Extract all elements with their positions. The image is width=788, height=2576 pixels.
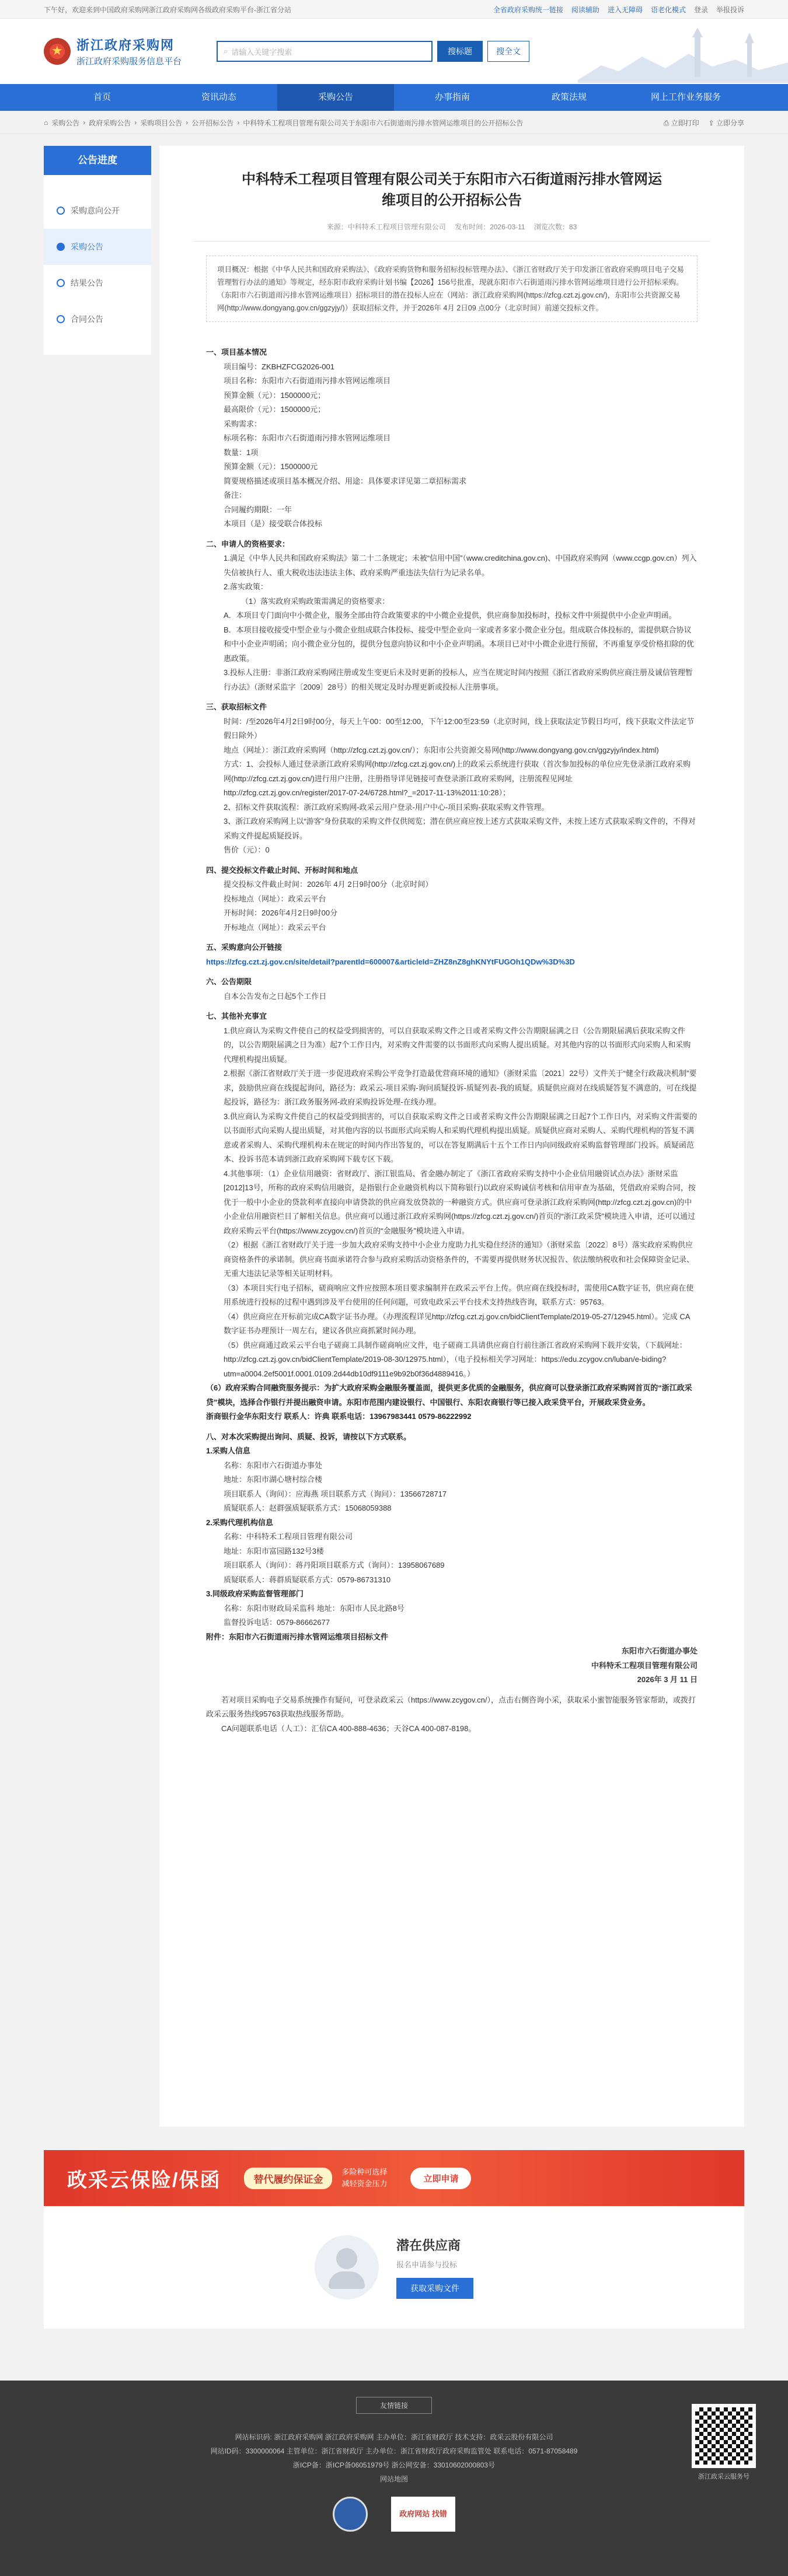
body-paragraph: 提交投标文件截止时间：2026年 4月 2日9时00分（北京时间） xyxy=(224,880,433,889)
body-paragraph: 一、项目基本情况 xyxy=(206,348,267,356)
breadcrumb-item[interactable]: 采购项目公告 xyxy=(140,118,183,127)
sitemap-link[interactable]: 网站地图 xyxy=(379,2475,408,2483)
link-unified[interactable]: 全省政府采购统一链接 xyxy=(493,5,563,14)
skyline-decoration xyxy=(578,25,788,83)
body-paragraph[interactable]: https://zfcg.czt.zj.gov.cn/site/detail?parentId=600007&articleId=ZHZ8nZ8ghKNYtFUGOh1QDw%3D%3D xyxy=(206,957,575,966)
banner-title: 政采云保险/保函 xyxy=(67,2169,221,2191)
get-documents-button[interactable]: 获取采购文件 xyxy=(396,2278,473,2299)
body-paragraph: 二、申请人的资格要求： xyxy=(206,539,290,548)
search-icon: ⌕ xyxy=(224,47,228,55)
link-elder-mode[interactable]: 语老化模式 xyxy=(650,5,686,14)
nav-online-service[interactable]: 网上工作业务服务 xyxy=(650,92,721,102)
gov-site-error-badge[interactable]: 政府网站 找错 xyxy=(391,2497,455,2532)
qr-code-icon xyxy=(695,2407,752,2465)
friend-links-dropdown[interactable]: 友情链接 xyxy=(356,2397,432,2414)
breadcrumb-item[interactable]: 政府采购公告 xyxy=(89,118,131,127)
progress-sidebar xyxy=(44,146,151,355)
insurance-banner[interactable] xyxy=(44,2150,744,2206)
article-content xyxy=(159,146,744,2127)
banner-tag: 替代履约保证金 xyxy=(244,2168,332,2189)
body-paragraph: 中科特禾工程项目管理有限公司 xyxy=(591,1661,698,1670)
breadcrumb: ⌂ 采购公告 › 政府采购公告 › 采购项目公告 › 公开招标公告 › 中科特禾工程项目管理有限公司关于东阳市六石街道雨污排水管网运维项目的公开招标公告 xyxy=(44,118,524,127)
body-paragraph: 六、公告期限 xyxy=(206,977,252,986)
body-paragraph: 1.采购人信息 xyxy=(206,1446,250,1455)
progress-list xyxy=(44,175,151,355)
nav-policy[interactable]: 政策法规 xyxy=(551,92,587,102)
body-paragraph: A．本项目专门面向中小微企业，服务全部由符合政策要求的中小微企业提供，供应商参加投标时，投标文件中须提供中小企业声明函。 xyxy=(224,611,677,620)
sidebar-item-intent[interactable]: 采购意向公开 xyxy=(44,193,151,229)
body-paragraph: 项目联系人（询问）：蒋丹阳项目联系方式（询问）：13958067689 xyxy=(224,1561,445,1570)
body-paragraph: 东阳市六石街道办事处 xyxy=(621,1647,698,1655)
step-dot-icon xyxy=(57,279,65,287)
breadcrumb-item[interactable]: 公开招标公告 xyxy=(191,118,234,127)
link-reading-aid[interactable]: 阅读辅助 xyxy=(571,5,599,14)
article-meta xyxy=(193,222,710,242)
body-paragraph: 售价（元）：0 xyxy=(224,845,270,854)
article-source: 来源：中科特禾工程项目管理有限公司 xyxy=(326,223,446,231)
sidebar-item-result[interactable]: 结果公告 xyxy=(44,265,151,301)
article-title: 中科特禾工程项目管理有限公司关于东阳市六石街道雨污排水管网运维项目的公开招标公告 xyxy=(242,172,662,208)
top-bar xyxy=(0,0,788,19)
body-paragraph: 合同履约期限：一年 xyxy=(224,505,292,514)
site-footer xyxy=(0,2381,788,2576)
body-paragraph: 四、提交投标文件截止时间、开标时间和地点 xyxy=(206,865,358,875)
supplier-title: 潜在供应商 xyxy=(396,2238,461,2253)
qr-code xyxy=(692,2404,756,2481)
article-views: 浏览次数：83 xyxy=(534,223,577,231)
body-paragraph: 4.其他事项：（1）企业信用融资：省财政厅、浙江银监局、省金融办制定了《浙江省政府采购支持中小企业信用融资试点办法》浙财采监[2012]13号，所称的政府采购信用融资，是指银行企业融资机构以下简称银行)以政府采购诚信考核和信用审查为基础，凭借政府采购合同，按优于一般中小企业的贷款利率直接向申请贷款的供应商发放贷款的一种融资方式。供应商可登录浙江政府采购网(http://zfcg.czt.zj.gov.cn)的中小企业信用融资栏目了解相关信息。供应商可以通过浙江政府采购网(https://zfcg.czt.zj.gov.cn/)首页的“浙江政采贷”模块进入申请，还可以通过政府采购云平台(https://www.zcygov.cn/)首页的“金融服务”模块进入申请。 xyxy=(224,1169,696,1235)
body-paragraph xyxy=(206,1687,698,1693)
body-paragraph: 自本公告发布之日起5个工作日 xyxy=(224,991,327,1001)
footer-info: 网站标识码: 浙江政府采购网 浙江政府采购网 主办单位：浙江省财政厅 技术支持：政采云股份有限公司 网站ID码：3300000064 主管单位：浙江省财政厅 主办单位：浙江省财政厅政府采购监管处 联系电话：0571-87058489 浙ICP备：浙ICP备06051979号 浙公网安备：33010602000803号 网站地图 xyxy=(0,2430,788,2486)
body-paragraph: 2、招标文件获取流程：浙江政府采购网-政采云用户登录-用户中心-项目采购-获取采购文件管理。 xyxy=(224,802,549,812)
nav-announcements[interactable]: 采购公告 xyxy=(277,84,394,111)
body-paragraph: 采购需求： xyxy=(224,419,262,428)
link-accessibility[interactable]: 进入无障碍 xyxy=(607,5,643,14)
body-paragraph: 标项名称：东阳市六石街道雨污排水管网运维项目 xyxy=(224,434,391,442)
body-paragraph: 名称：东阳市六石街道办事处 xyxy=(224,1460,323,1470)
body-paragraph: 3.投标人注册：非浙江政府采购网注册或发生变更后未及时更新的投标人，应当在规定时间内按照《浙江省政府采购供应商注册及诚信管理暂行办法》（浙财采监字〔2009〕28号）的相关规定及时办理更新或投标人注册事项。 xyxy=(224,668,693,691)
step-dot-icon xyxy=(57,315,65,323)
supplier-panel xyxy=(44,2206,744,2329)
body-paragraph: （2）根据《浙江省财政厅关于进一步加大政府采购支持中小企业力度助力扎实稳住经济的通知》（浙财采监〔2022〕8号）落实政府采购供应商资格条件的承诺制。供应商书面承诺符合参与政府采购活动资格条件的，不需要再提供财务状况报告、依法缴纳税收和社会保障资金记录、无重大违法记录等相关证明材料。 xyxy=(224,1240,695,1278)
share-button[interactable]: ⇪ 立即分享 xyxy=(708,118,744,127)
body-paragraph: 3.供应商认为采购文件使自己的权益受到损害的，可以自获取采购文件之日或者采购文件公告期限届满之日起7个工作日内，对采购文件需要的以书面形式向采购人提出质疑，对其他内容的以书面形式向采购人和采购代理机构提出质疑。质疑供应商对采购人、采购代理机构的答复不满意或者采购人、采购代理机构未在规定的时间内作出答复的，可以在答复期满后十五个工作日内向同级政府采购监督管理部门投诉。质疑函范本、投诉书范本请到浙江政府采购网下载专区下载。 xyxy=(224,1112,698,1163)
body-paragraph: B．本项目接收接受中型企业与小微企业组成联合体投标、接受中型企业向一家或者多家小微企业分包。组成联合体投标的，需提供联合协议和中小企业声明函；向小微企业分包的，提供分包意向协议和中小企业声明函。本项目已对中小微企业进行预留，不再重复享受价格扣除的优惠政策。 xyxy=(224,625,695,663)
body-paragraph: 质疑联系人：赵群强质疑联系方式：15068059388 xyxy=(224,1504,392,1512)
body-paragraph: 开标时间：2026年4月2日9时00分 xyxy=(224,908,338,917)
body-paragraph: （4）供应商应在开标前完成CA数字证书办理。（办理流程详见http://zfcg.czt.zj.gov.cn/bidClientTemplate/2019-05-27/12945.html）。完成 CA 数字证书办理预计一周左右，建议各供应商抓紧时间办理。 xyxy=(224,1312,690,1335)
welcome-text: 下午好，欢迎来到中国政府采购网浙江政府采购网各级政府采购平台-浙江省分站 xyxy=(44,5,291,14)
body-paragraph: 方式：1、会投标人通过登录浙江政府采购网(http://zfcg.czt.zj.gov.cn/)上的政采云系统进行获取（首次参加投标的单位应先登录浙江政府采购网(http://zfcg.czt.zj.gov.cn/)进行用户注册，注册指导详见链接可查登录浙江政府采购网，注册流程见网址 http://zfcg.czt.zj.gov.cn/register/2017-07-24/6728.html?_=2017-11-13%2011:10:28）； xyxy=(224,760,691,797)
body-paragraph: 五、采购意向公开链接 xyxy=(206,943,283,952)
link-login[interactable]: 登录 xyxy=(693,5,708,14)
body-paragraph: （1）落实政府采购政策需满足的资格要求： xyxy=(241,596,390,606)
home-icon[interactable]: ⌂ xyxy=(44,118,48,127)
body-paragraph: 预算金额（元）：1500000元 xyxy=(224,462,318,471)
body-paragraph: 名称：中科特禾工程项目管理有限公司 xyxy=(224,1532,353,1541)
body-paragraph: 地址：东阳市湖心塘村综合楼 xyxy=(224,1475,323,1484)
breadcrumb-item[interactable]: 采购公告 xyxy=(51,118,80,127)
nav-guide[interactable]: 办事指南 xyxy=(434,92,470,102)
party-gov-badge-icon[interactable] xyxy=(333,2497,368,2532)
print-icon: ⎙ xyxy=(663,118,671,127)
search-fulltext-button[interactable]: 搜全文 xyxy=(487,41,529,62)
site-header xyxy=(0,19,788,84)
body-paragraph: 简要规格描述或项目基本概况介绍、用途：具体要求详见第二章招标需求 xyxy=(224,476,467,485)
nav-news[interactable]: 资讯动态 xyxy=(201,92,236,102)
body-paragraph: 八、对本次采购提出询问、质疑、投诉，请按以下方式联系。 xyxy=(206,1432,412,1441)
body-paragraph: 开标地点（网址）：政采云平台 xyxy=(224,922,326,932)
print-button[interactable]: ⎙ 立即打印 xyxy=(663,118,699,127)
supplier-subtitle: 报名申请参与投标 xyxy=(396,2260,458,2269)
emblem-icon xyxy=(44,38,71,65)
body-paragraph: 七、其他补充事宜 xyxy=(206,1012,267,1020)
body-paragraph: （6）政府采购合同融资服务提示：为扩大政府采购金融服务覆盖面，提供更多优质的金融服务，供应商可以登录浙江政府采购网首页的“浙江政采贷”模块，选择合作银行并提出融资申请。东阳市范围内建设银行、中国银行、东阳农商银行等已接入政采贷平台，开展政采贷业务。 xyxy=(206,1383,692,1407)
nav-home[interactable]: 首页 xyxy=(93,92,111,102)
banner-apply-button[interactable]: 立即申请 xyxy=(410,2168,471,2189)
main-nav xyxy=(0,84,788,111)
body-paragraph: 2.落实政策： xyxy=(224,582,268,591)
body-paragraph: 三、获取招标文件 xyxy=(206,702,267,711)
project-summary: 项目概况：根据《中华人民共和国政府采购法》、《政府采购货物和服务招标投标管理办法》、《浙江省财政厅关于印发浙江省政府采购项目电子交易管理暂行办法的通知》等规定，经东阳市政府采购计划书编【2026】156号批准，现就东阳市六石街道雨污排水管网运维项目进行公开招标采购。（东阳市六石街道雨污排水管网运维项目）招标项目的潜在投标人应在（网站：浙江政府采购网(https://zfcg.czt.zj.gov.cn/)，东阳市公共资源交易网(http://www.dongyang.gov.cn/ggzyjy/)）获取招标文件，并于2026年 4月 2日09 点00分（北京时间）前递交投标文件。 xyxy=(206,256,698,322)
body-paragraph: 若对项目采购电子交易系统操作有疑问，可登录政采云（https://www.zcygov.cn/），点击右侧咨询小采，获取采小蜜智能服务管家帮助，或拨打政采云服务热线95763获取热线服务帮助。 xyxy=(206,1695,696,1718)
body-paragraph: 1.供应商认为采购文件使自己的权益受到损害的，可以自获取采购文件之日或者采购文件公告期限届满之日（公告期限届满后获取采购文件的，以公告期限届满之日为准）起7个工作日内，对采购文件需要的以书面形式向采购人提出质疑。对其他内容的以书面形式向采购人和采购代理机构提出质疑。 xyxy=(224,1026,691,1064)
step-dot-icon xyxy=(57,207,65,215)
body-paragraph: （3）本项目实行电子招标，磋商响应文件应按照本项目要求编制并在政采云平台上传。供应商在线投标时，需使用CA数字证书，供应商在使用系统进行投标的过程中遇到涉及平台使用的任何问题，可致电政采云平台技术支持热线咨询，联系方式：95763。 xyxy=(224,1283,694,1306)
site-logo[interactable] xyxy=(44,36,182,67)
body-paragraph: 3、浙江政府采购网上以“游客”身份获取的采购文件仅供阅览；潜在供应商应按上述方式获取采购文件，未按上述方式获取采购文件的，不得对采购文件提起质疑投诉。 xyxy=(224,817,696,840)
article-body xyxy=(193,345,710,1736)
body-paragraph: 项目名称：东阳市六石街道雨污排水管网运维项目 xyxy=(224,376,391,385)
main-area xyxy=(44,146,744,2127)
body-paragraph: 备注： xyxy=(224,491,247,499)
site-subtitle: 浙江政府采购服务信息平台 xyxy=(76,57,182,67)
body-paragraph: CA问题联系电话（人工）：汇信CA 400-888-4636；天谷CA 400-087-8198。 xyxy=(221,1724,476,1733)
body-paragraph: 3.同级政府采购监督管理部门 xyxy=(206,1589,304,1598)
body-paragraph: 2.采购代理机构信息 xyxy=(206,1518,273,1527)
share-icon: ⇪ xyxy=(708,118,716,127)
body-paragraph: 项目联系人（询问）：应海燕 项目联系方式（询问）：13566728717 xyxy=(224,1489,447,1498)
supplier-avatar-icon xyxy=(315,2235,379,2299)
body-paragraph: 质疑联系人：蒋群质疑联系方式：0579-86731310 xyxy=(224,1575,391,1584)
sidebar-item-contract[interactable]: 合同公告 xyxy=(44,301,151,337)
body-paragraph: 预算金额（元）：1500000元； xyxy=(224,390,326,400)
search-placeholder: 请输入关键字搜索 xyxy=(231,47,292,57)
site-name: 浙江政府采购网 xyxy=(76,38,175,53)
banner-subtext: 多险种可选择 减轻资金压力 xyxy=(341,2168,388,2188)
body-paragraph: 2.根据《浙江省财政厅关于进一步促进政府采购公平竞争打造最优营商环境的通知》（浙财采监〔2021〕22号）文件关于“健全行政裁决机制”要求，鼓励供应商在线提起询问，路径为：政采云-项目采购-询问质疑投诉-质疑列表-我的质疑。质疑供应商对在线质疑答复不满意的，可在线提起投诉，路径为：浙江政务服务网-政府采购投诉处理-在线办理。 xyxy=(224,1069,697,1106)
body-paragraph: 2026年 3 月 11 日 xyxy=(637,1675,698,1684)
sidebar-title: 公告进度 xyxy=(44,146,151,175)
search-area xyxy=(217,41,529,62)
body-paragraph: 1.满足《中华人民共和国政府采购法》第二十二条规定；未被“信用中国”（www.creditchina.gov.cn)、中国政府采购网（www.ccgp.gov.cn）列入失信被执行人、重大税收违法违法主体、政府采购严重违法失信行为记录名单。 xyxy=(224,554,697,577)
body-paragraph: 地点（网址）：浙江政府采购网（http://zfcg.czt.zj.gov.cn/）；东阳市公共资源交易网(http://www.dongyang.gov.cn/ggzyjy/index.html) xyxy=(224,745,659,754)
body-paragraph: 名称：东阳市财政局采监科 地址：东阳市人民北路8号 xyxy=(224,1603,405,1613)
body-paragraph: 地址：东阳市富园路132号3楼 xyxy=(224,1546,324,1556)
body-paragraph: 时间：/至2026年4月2日9时00分，每天上午00：00至12:00，下午12:00至23:59（北京时间，线上获取法定节假日均可，线下获取文件法定节假日除外） xyxy=(224,716,695,740)
body-paragraph: 数量：1项 xyxy=(224,448,259,457)
article-date: 发布时间：2026-03-11 xyxy=(455,223,525,231)
sidebar-item-announcement[interactable]: 采购公告 xyxy=(44,229,151,265)
body-paragraph: 附件：东阳市六石街道雨污排水管网运维项目招标文件 xyxy=(206,1632,389,1641)
qr-caption: 浙江政采云服务号 xyxy=(698,2473,749,2480)
body-paragraph: （5）供应商通过政采云平台电子磋商工具制作磋商响应文件，电子磋商工具请供应商自行前往浙江省政府采购网下载并安装，（下载网址：http://zfcg.czt.zj.gov.cn/bidClientTemplate/2019-08-30/12975.html），（电子投标相关学习网址：https://edu.zcygov.cn/luban/e-biding?utm=a0004.2ef5001f.0001.0109.2d44db10df9111e9b92b0f36d4889416。） xyxy=(224,1340,687,1378)
link-complaint[interactable]: 举报投诉 xyxy=(716,5,744,14)
breadcrumb-current: 中科特禾工程项目管理有限公司关于东阳市六石街道雨污排水管网运维项目的公开招标公告 xyxy=(243,118,524,127)
body-paragraph: 浙商银行金华东阳支行 联系人：许典 联系电话：13967983441 0579-86222992 xyxy=(206,1412,472,1421)
body-paragraph: 最高限价（元）：1500000元； xyxy=(224,405,326,414)
body-paragraph: 监督投诉电话：0579-86662677 xyxy=(224,1618,330,1627)
body-paragraph: 项目编号：ZKBHZFCG2026-001 xyxy=(224,362,334,371)
search-input[interactable] xyxy=(217,41,433,62)
breadcrumb-bar xyxy=(0,111,788,134)
step-dot-icon xyxy=(57,243,65,251)
search-title-button[interactable]: 搜标题 xyxy=(437,41,483,62)
body-paragraph: 本项目（是）接受联合体投标 xyxy=(224,519,323,528)
body-paragraph: 投标地点（网址）：政采云平台 xyxy=(224,894,326,903)
